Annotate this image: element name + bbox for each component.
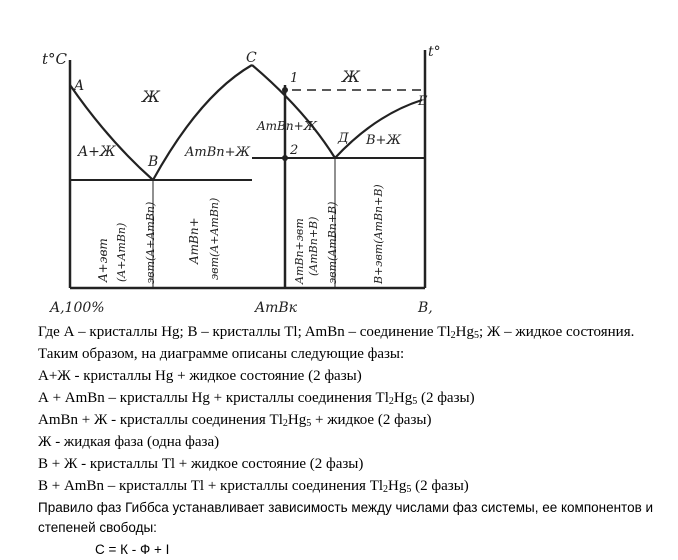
legend-line: Где А – кристаллы Hg; В – кристаллы Tl; AmBn – соединение $Tl_2Hg_5$; Ж – жидкое состояния. (38, 324, 635, 341)
ambn-eut2-main-label: AmBn+эвт (293, 218, 306, 284)
phase-diagram (30, 30, 450, 320)
phase-line-5: В + Ж - кристаллы Tl + жидкое состояние (2 фазы) (38, 456, 364, 472)
a-eut-sub-label: (A+AmBn) (115, 222, 128, 282)
liquidus-a-b (70, 85, 153, 180)
phase-line-1: А+Ж - кристаллы Hg + жидкое состояние (2 фазы) (38, 368, 362, 384)
axis-right-label: t° (428, 44, 441, 60)
a-eut-main-label: A+эвт (96, 238, 110, 282)
point-a-label: A (74, 78, 85, 94)
gibbs-paragraph-line-2: степеней свободы: (38, 520, 157, 535)
phases-intro: Таким образом, на диаграмме описаны следующие фазы: (38, 346, 405, 362)
point-2-label: 2 (290, 143, 299, 158)
bottom-right-label: B, (418, 300, 433, 316)
point-2 (282, 155, 288, 161)
point-d-label: Д (338, 131, 349, 146)
liquidus-d-e (335, 100, 422, 158)
point-c-label: C (246, 50, 257, 66)
b-plus-liquid-label: B+Ж (366, 133, 402, 148)
gibbs-paragraph-line-1: Правило фаз Гиббса устанавливает зависимость между числами фаз системы, ее компонентов и (38, 500, 654, 515)
ambn-eut-main-label: AmBn+ (187, 217, 201, 264)
point-b-label: B (148, 154, 159, 170)
point-e-label: E (418, 94, 428, 109)
a-plus-liquid-label: A+Ж (78, 144, 116, 160)
liquidus-b-c (153, 65, 252, 180)
bottom-left-label: A,100% (50, 300, 105, 316)
phase-line-6: В + AmBn – кристаллы Tl + кристаллы соединения $Tl_2Hg_5$ (2 фазы) (38, 478, 469, 495)
phase-line-4: Ж - жидкая фаза (одна фаза) (38, 434, 220, 450)
ambn-eut-sub-label: эвт(A+AmBn) (208, 197, 221, 280)
axis-left-label: t°C (42, 50, 68, 68)
phase-line-3: AmBn + Ж - кристаллы соединения $Tl_2Hg_5$ + жидкое (2 фазы) (38, 412, 432, 429)
liquid-left-label: Ж (142, 87, 160, 106)
liquid-right-label: Ж (342, 67, 360, 86)
gibbs-formula: C = К - Ф + I (95, 542, 170, 557)
phase-line-2: А + AmBn – кристаллы Hg + кристаллы соединения $Tl_2Hg_5$ (2 фазы) (38, 390, 475, 407)
eut-a-ambn-label: эвт(A+AmBn) (144, 201, 157, 284)
eut-ambn-b-label: эвт(AmBn+B) (326, 201, 339, 284)
point-1-label: 1 (290, 71, 299, 86)
b-eut-label: B+эвт(AmBn+B) (372, 184, 385, 284)
ambn-eut2-sub-label: (AmBn+B) (307, 216, 320, 276)
bottom-mid-label: AmBк (255, 300, 298, 316)
point-1 (282, 87, 288, 93)
ambn-plus-liquid-right-label: AmBn+Ж (257, 119, 318, 133)
ambn-plus-liquid-left-label: AmBn+Ж (185, 145, 251, 160)
